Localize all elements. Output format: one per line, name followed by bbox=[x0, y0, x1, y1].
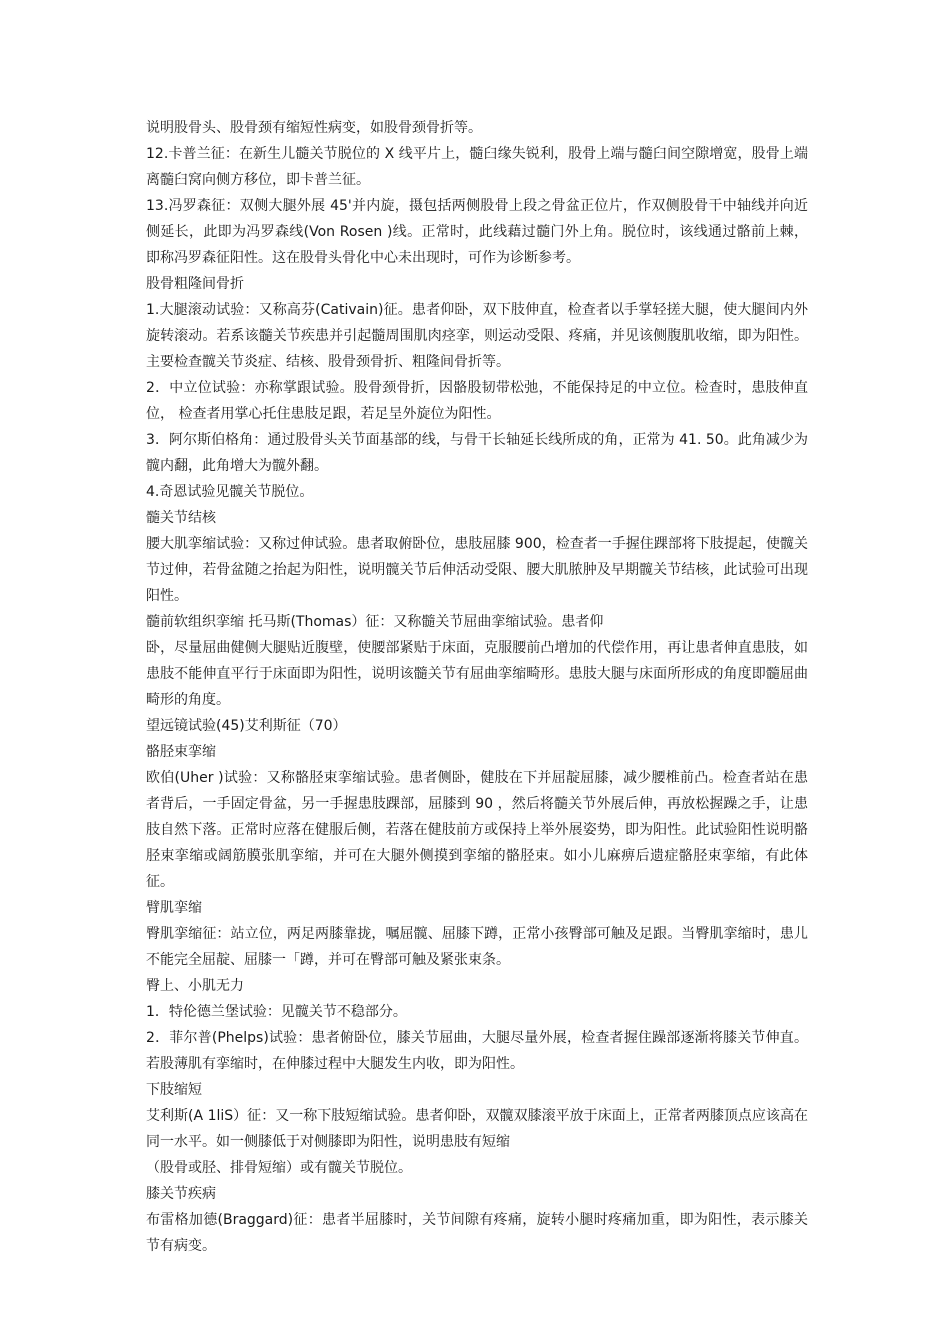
section-heading-hip-tuberculosis: 髓关节结核 bbox=[146, 510, 216, 526]
section-heading-gluteal-contracture: 臂肌挛缩 bbox=[146, 900, 202, 916]
paragraph-phelps-test: 2．菲尔普(Phelps)试验：患者俯卧位，膝关节屈曲，大腿尽量外展，检查者握住躁部逐渐将膝关节伸直。若股薄肌有挛缩时，在伸膝过程中大腿发生内收，即为阳性。 bbox=[146, 1030, 808, 1072]
paragraph-gluteal-contracture-sign: 臀肌挛缩征：站立位，两足两膝靠拢，嘱屈髋、屈膝下蹲，正常小孩臀部可触及足跟。当臀肌挛缩时，患儿不能完全屈靛、屈膝一「蹲，并可在臀部可触及紧张束条。 bbox=[146, 926, 808, 968]
section-heading-gluteal-weakness: 臀上、小肌无力 bbox=[146, 978, 244, 994]
paragraph-neutral-position-test: 2．中立位试验：亦称掌跟试验。股骨颈骨折，因骼股韧带松弛，不能保持足的中立位。检查时，患肢伸直位， 检查者用掌心托住患肢足跟，若足呈外旋位为阳性。 bbox=[146, 380, 808, 422]
paragraph-allis-sign-continued: （股骨或胫、排骨短缩）或有髋关节脱位。 bbox=[146, 1160, 412, 1176]
section-heading-limb-shortening: 下肢缩短 bbox=[146, 1082, 202, 1098]
paragraph-thigh-rolling-test: 1.大腿滚动试验：又称高芬(Cativain)征。患者仰卧，双下肢伸直，检查者以手掌轻搓大腿，使大腿间内外旋转滚动。若系该髓关节疾患并引起髓周围肌肉痉挛，则运动受限、疼痛，并见该侧腹肌收缩，即为阳性。主要检查髋关节炎症、结核、股骨颈骨折、粗隆间骨折等。 bbox=[146, 302, 808, 370]
paragraph-trendelenburg-test: 1．特伦德兰堡试验：见髋关节不稳部分。 bbox=[146, 1004, 407, 1020]
paragraph-von-rosen-sign: 13.冯罗森征：双侧大腿外展 45'并内旋，摄包括两侧股骨上段之骨盆正位片，作双侧股骨干中轴线并向近侧延长，此即为冯罗森线(Von Rosen )线。正常时，此线藉过髓门外上角。脱位时，该线通过骼前上棘，即称冯罗森征阳性。这在股骨头骨化中心未出现时，可作为诊断参考。 bbox=[146, 198, 808, 266]
paragraph-thomas-sign-body: 卧，尽量屈曲健侧大腿贴近腹壁，使腰部紧贴于床面，克服腰前凸增加的代偿作用，再让患者伸直患肢，如患肢不能伸直平行于床面即为阳性，说明该髓关节有屈曲挛缩畸形。患肢大腿与床面所形成的角度即髓屈曲畸形的角度。 bbox=[146, 640, 808, 708]
paragraph-femoral-neck-shortening: 说明股骨头、股骨颈有缩短性病变，如股骨颈骨折等。 bbox=[146, 120, 482, 136]
paragraph-chiene-test: 4.奇恩试验见髋关节脱位。 bbox=[146, 484, 314, 500]
section-heading-knee-disease: 膝关节疾病 bbox=[146, 1186, 216, 1202]
document-page bbox=[146, 115, 808, 1259]
paragraph-braggard-sign: 布雷格加德(Braggard)征：患者半屈膝时，关节间隙有疼痛，旋转小腿时疼痛加重，即为阳性，表示膝关节有病变。 bbox=[146, 1212, 808, 1254]
paragraph-psoas-contracture-test: 腰大肌挛缩试验：又称过伸试验。患者取俯卧位，患肢屈膝 900，检查者一手握住踝部将下肢提起，使髋关节过伸，若骨盆随之抬起为阳性，说明髋关节后伸活动受限、腰大肌脓肿及早期髋关节结核，此试验可出现阳性。 bbox=[146, 536, 808, 604]
section-heading-iliotibial-contracture: 骼胫束挛缩 bbox=[146, 744, 216, 760]
section-heading-telescope-allis: 望远镜试验(45)艾利斯征（70） bbox=[146, 718, 347, 734]
paragraph-thomas-sign-intro: 髓前软组织挛缩 托马斯(Thomas）征：又称髓关节屈曲挛缩试验。患者仰 bbox=[146, 614, 604, 630]
paragraph-allis-sign: 艾利斯(A 1liS）征：又一称下肢短缩试验。患者仰卧，双髋双膝滚平放于床面上，正常者两膝顶点应该高在同一水平。如一侧膝低于对侧膝即为阳性，说明患肢有短缩 bbox=[146, 1108, 808, 1150]
paragraph-ober-test: 欧伯(Uher )试验：又称骼胫束挛缩试验。患者侧卧，健肢在下并屈靛屈膝，减少腰椎前凸。检查者站在患者背后，一手固定骨盆，另一手握患肢踝部，屈膝到 90 ，然后将髓关节外展后伸，再放松握躁之手，让患肢自然下落。正常时应落在健服后侧，若落在健肢前方或保持上举外展姿势，即为阳性。此试验阳性说明骼胫束挛缩或阔筋膜张肌挛缩，并可在大腿外侧摸到挛缩的骼胫束。如小儿麻痹后遗症骼胫束挛缩，有此体征。 bbox=[146, 770, 808, 890]
paragraph-kaplan-sign: 12.卡普兰征：在新生儿髓关节脱位的 X 线平片上，髓臼缘失锐利，股骨上端与髓臼间空隙增宽，股骨上端离髓臼窝向侧方移位，即卡普兰征。 bbox=[146, 146, 808, 188]
section-heading-intertrochanteric-fracture: 股骨粗隆间骨折 bbox=[146, 276, 244, 292]
paragraph-alsberg-angle: 3．阿尔斯伯格角：通过股骨头关节面基部的线，与骨干长轴延长线所成的角，正常为 41. 50。此角减少为髋内翻，此角增大为髋外翻。 bbox=[146, 432, 808, 474]
